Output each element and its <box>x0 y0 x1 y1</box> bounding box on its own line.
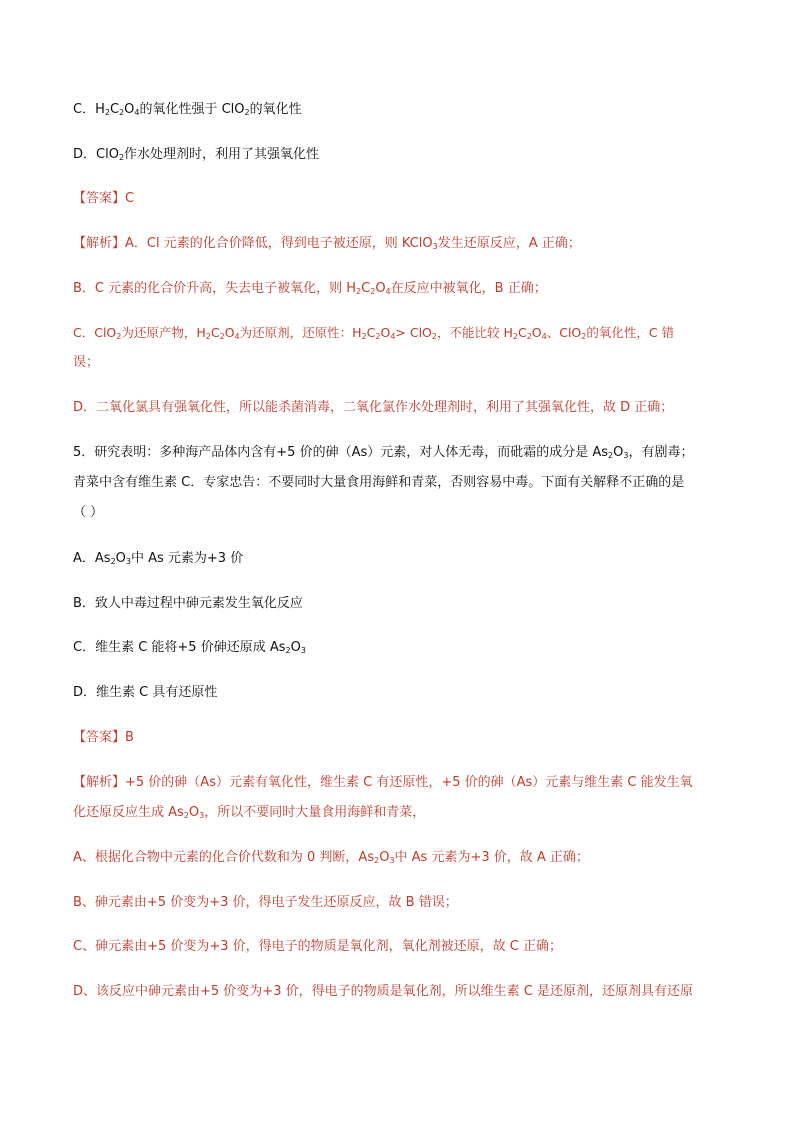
analysis-b: B．C 元素的化合价升高，失去电子被氧化，则 $H_2C_2O_4$在反应中被氧化，B 正确； <box>73 281 547 296</box>
analysis-a: A、根据化合物中元素的化合价代数和为 0 判断，$As_2O_3$中 As 元素为+3 价，故 A 正确； <box>73 850 589 865</box>
option-b: B．致人中毒过程中砷元素发生氧化反应 <box>73 596 303 611</box>
answer-value: C <box>125 191 135 206</box>
analysis-c: C．ClO$_2$为还原产物，$H_2C_2O_4$为还原剂，还原性：$H_2C_2O_4> ClO_2$，不能比较 $H_2C_2O_4$、ClO$_2$的氧化性，C 错 <box>73 325 675 341</box>
question-5-stem-cont: 青菜中含有维生素 C．专家忠告：不要同时大量食用海鲜和青菜，否则容易中毒。下面有关解释不正确的是 <box>73 475 685 490</box>
option-a: A．$As_2O_3$中 As 元素为+3 价 <box>73 551 244 566</box>
question-5-blank: （ ） <box>73 505 104 520</box>
analysis-c-cont: 误； <box>73 355 100 370</box>
answer-line <box>73 189 134 209</box>
analysis-tag: 【解析】 <box>73 236 126 251</box>
option-c: C．维生素 C 能将+5 价砷还原成 $As_2O_3$ <box>73 640 306 655</box>
option-d: D．维生素 C 具有还原性 <box>73 685 218 700</box>
analysis-intro-cont: 化还原反应生成 $As_2O_3$，所以不要同时大量食用海鲜和青菜， <box>73 805 426 820</box>
analysis-a: 【解析】A．Cl 元素的化合价降低，得到电子被还原，则 KClO$_3$发生还原反应，A 正确； <box>73 236 581 251</box>
answer-line <box>73 728 134 748</box>
analysis-d: D．二氧化氯具有强氧化性，所以能杀菌消毒，二氧化氯作水处理剂时，利用了其强氧化性，故 D 正确； <box>73 400 674 415</box>
analysis-tag: 【解析】 <box>73 775 126 790</box>
option-c: C．$H_2C_2O_4$的氧化性强于 ClO$_2$的氧化性 <box>73 102 302 117</box>
analysis-intro: 【解析】+5 价的砷（As）元素有氧化性，维生素 C 有还原性，+5 价的砷（As）元素与维生素 C 能发生氧 <box>73 775 693 790</box>
analysis-b: B、砷元素由+5 价变为+3 价，得电子发生还原反应，故 B 错误； <box>73 895 458 910</box>
answer-value: B <box>125 730 134 745</box>
option-d: D．ClO$_2$作水处理剂时，利用了其强氧化性 <box>73 147 320 162</box>
analysis-c: C、砷元素由+5 价变为+3 价，得电子的物质是氧化剂，氧化剂被还原，故 C 正确； <box>73 939 563 954</box>
question-5-stem: 5．研究表明：多种海产品体内含有+5 价的砷（As）元素，对人体无毒，而砒霜的成分是 $As_2O_3$，有剧毒； <box>73 445 694 460</box>
analysis-d: D、该反应中砷元素由+5 价变为+3 价，得电子的物质是氧化剂，所以维生素 C 是还原剂，还原剂具有还原 <box>73 984 693 999</box>
answer-tag: 【答案】 <box>73 191 126 206</box>
answer-tag: 【答案】 <box>73 730 126 745</box>
